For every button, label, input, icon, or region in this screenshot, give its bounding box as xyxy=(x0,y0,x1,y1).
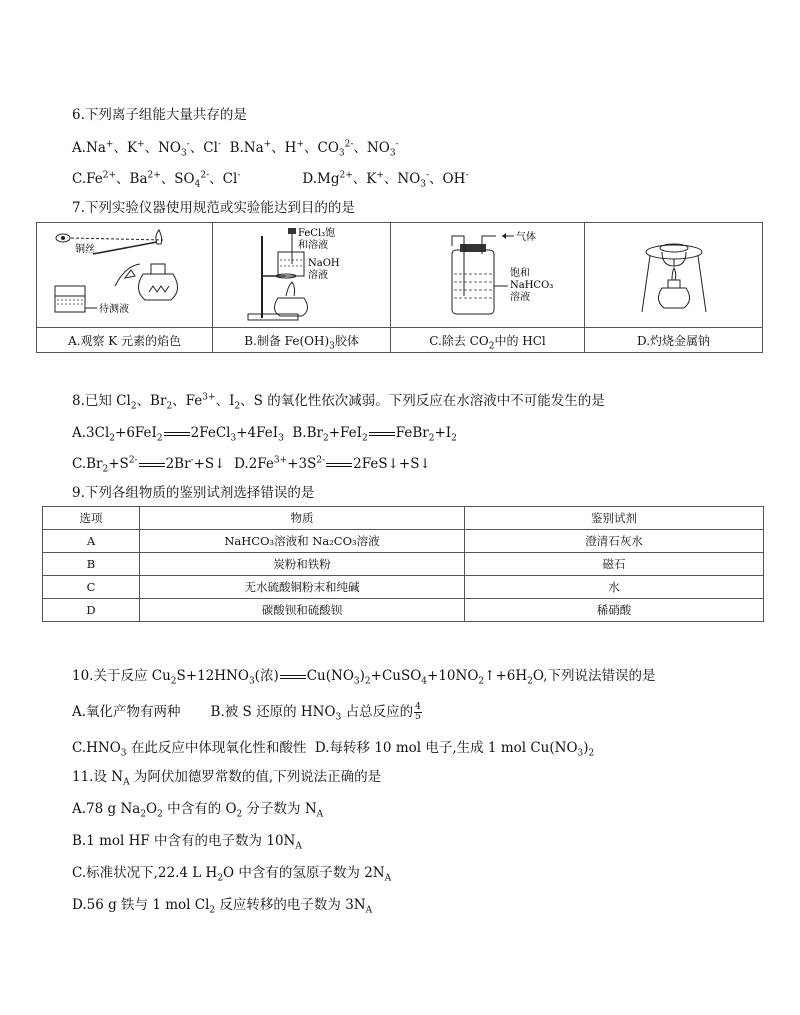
svg-text:饱和: 饱和 xyxy=(509,268,530,279)
flame-test-diagram xyxy=(45,226,205,324)
svg-text:NaOH: NaOH xyxy=(307,258,340,269)
svg-text:溶液: 溶液 xyxy=(307,270,328,281)
q6-options-ab: A.Na+、K+、$NO_3^-$、Cl- B.Na+、H+、$CO_3^{2-}$、$NO_3^-$ xyxy=(72,139,399,159)
q10-options-ab: A.氧化产物有两种 B.被 S 还原的 $HNO_3$ 占总反应的 $\frac{4}{5}$ xyxy=(72,702,421,723)
svg-text:NaHCO₃: NaHCO₃ xyxy=(509,280,553,291)
table-row: D 碳酸钡和硫酸钡 稀硝酸 xyxy=(43,599,764,622)
table-header-row: 选项 物质 鉴别试剂 xyxy=(43,507,764,530)
fraction: $\frac{4}{5}$ xyxy=(415,702,421,722)
caption-d: D.灼烧金属钠 xyxy=(585,328,763,353)
q6-stem: 6.下列离子组能大量共存的是 xyxy=(72,107,247,123)
svg-text:待测液: 待测液 xyxy=(98,304,129,315)
q11-option-d: D.56 g 铁与 1 mol $Cl_2$ 反应转移的电子数为 $3N_A$ xyxy=(72,897,373,916)
q10-stem: 10.关于反应 $Cu_2S+12HNO_3$(浓) $Cu(NO_3)_2+CuSO_4+10NO_2↑+6H_2O$,下列说法错误的是 xyxy=(72,668,656,687)
caption-a: A.观察 K 元素的焰色 xyxy=(37,328,213,353)
crucible-heating-diagram xyxy=(594,226,754,324)
svg-text:和溶液: 和溶液 xyxy=(297,240,328,251)
q9-table xyxy=(42,506,764,622)
q9-stem: 9.下列各组物质的鉴别试剂选择错误的是 xyxy=(72,485,315,501)
q11-stem: 11.设 $N_A$ 为阿伏加德罗常数的值,下列说法正确的是 xyxy=(72,769,382,788)
table-row: B 炭粉和铁粉 磁石 xyxy=(43,553,764,576)
svg-text:FeCl₃饱: FeCl₃饱 xyxy=(297,228,335,239)
apparatus-d xyxy=(585,223,763,328)
gas-washing-bottle-diagram xyxy=(408,226,568,324)
caption-b: B.制备 $Fe(OH)_3$胶体 xyxy=(213,328,391,353)
caption-c: C.除去 $CO_2$中的 HCl xyxy=(391,328,585,353)
apparatus-c xyxy=(391,223,585,328)
table-row: A NaHCO₃溶液和 Na₂CO₃溶液 澄清石灰水 xyxy=(43,530,764,553)
svg-text:气体: 气体 xyxy=(515,232,536,243)
svg-text:铜丝: 铜丝 xyxy=(74,244,95,255)
q8-options-ab: $A.3Cl_2+6FeI_2$ 2FeCl$_3$+4FeI$_3$ $B.Br_2+FeI_2$ $FeBr_2+I_2$ xyxy=(72,425,457,444)
colloid-preparation-diagram xyxy=(222,226,382,324)
q8-stem: 8.已知 $Cl_2$、$Br_2$、$Fe^{3+}$、$I_2$、S 的氧化性依次减弱。下列反应在水溶液中不可能发生的是 xyxy=(72,392,605,412)
q11-option-b: B.1 mol HF 中含有的电子数为 $10N_A$ xyxy=(72,833,302,852)
table-row: C 无水硫酸铜粉末和纯碱 水 xyxy=(43,576,764,599)
q7-stem: 7.下列实验仪器使用规范或实验能达到目的的是 xyxy=(72,200,355,216)
q11-option-c: C.标准状况下,22.4 L $H_2O$ 中含有的氢原子数为 $2N_A$ xyxy=(72,865,392,884)
q6-options-cd: $C.Fe^{2+}$、$Ba^{2+}$、$SO_4^{2-}$、Cl- $D.Mg^{2+}$、K+、$NO_3^-$、OH- xyxy=(72,170,469,190)
apparatus-b xyxy=(213,223,391,328)
q11-option-a: A.78 g $Na_2O_2$ 中含有的 $O_2$ 分子数为 $N_A$ xyxy=(72,801,324,820)
q7-apparatus-table xyxy=(36,222,763,353)
q10-options-cd: $C.HNO_3$ 在此反应中体现氧化性和酸性 D.每转移 10 mol 电子,生成 1 mol $Cu(NO_3)_2$ xyxy=(72,740,595,759)
apparatus-a xyxy=(37,223,213,328)
svg-text:溶液: 溶液 xyxy=(509,292,530,303)
q8-options-cd: $C.Br_2+S^{2-}$ 2Br-+S↓ $D.2Fe^{3+}+3S^{2-}$ 2FeS↓+S↓ xyxy=(72,455,431,475)
